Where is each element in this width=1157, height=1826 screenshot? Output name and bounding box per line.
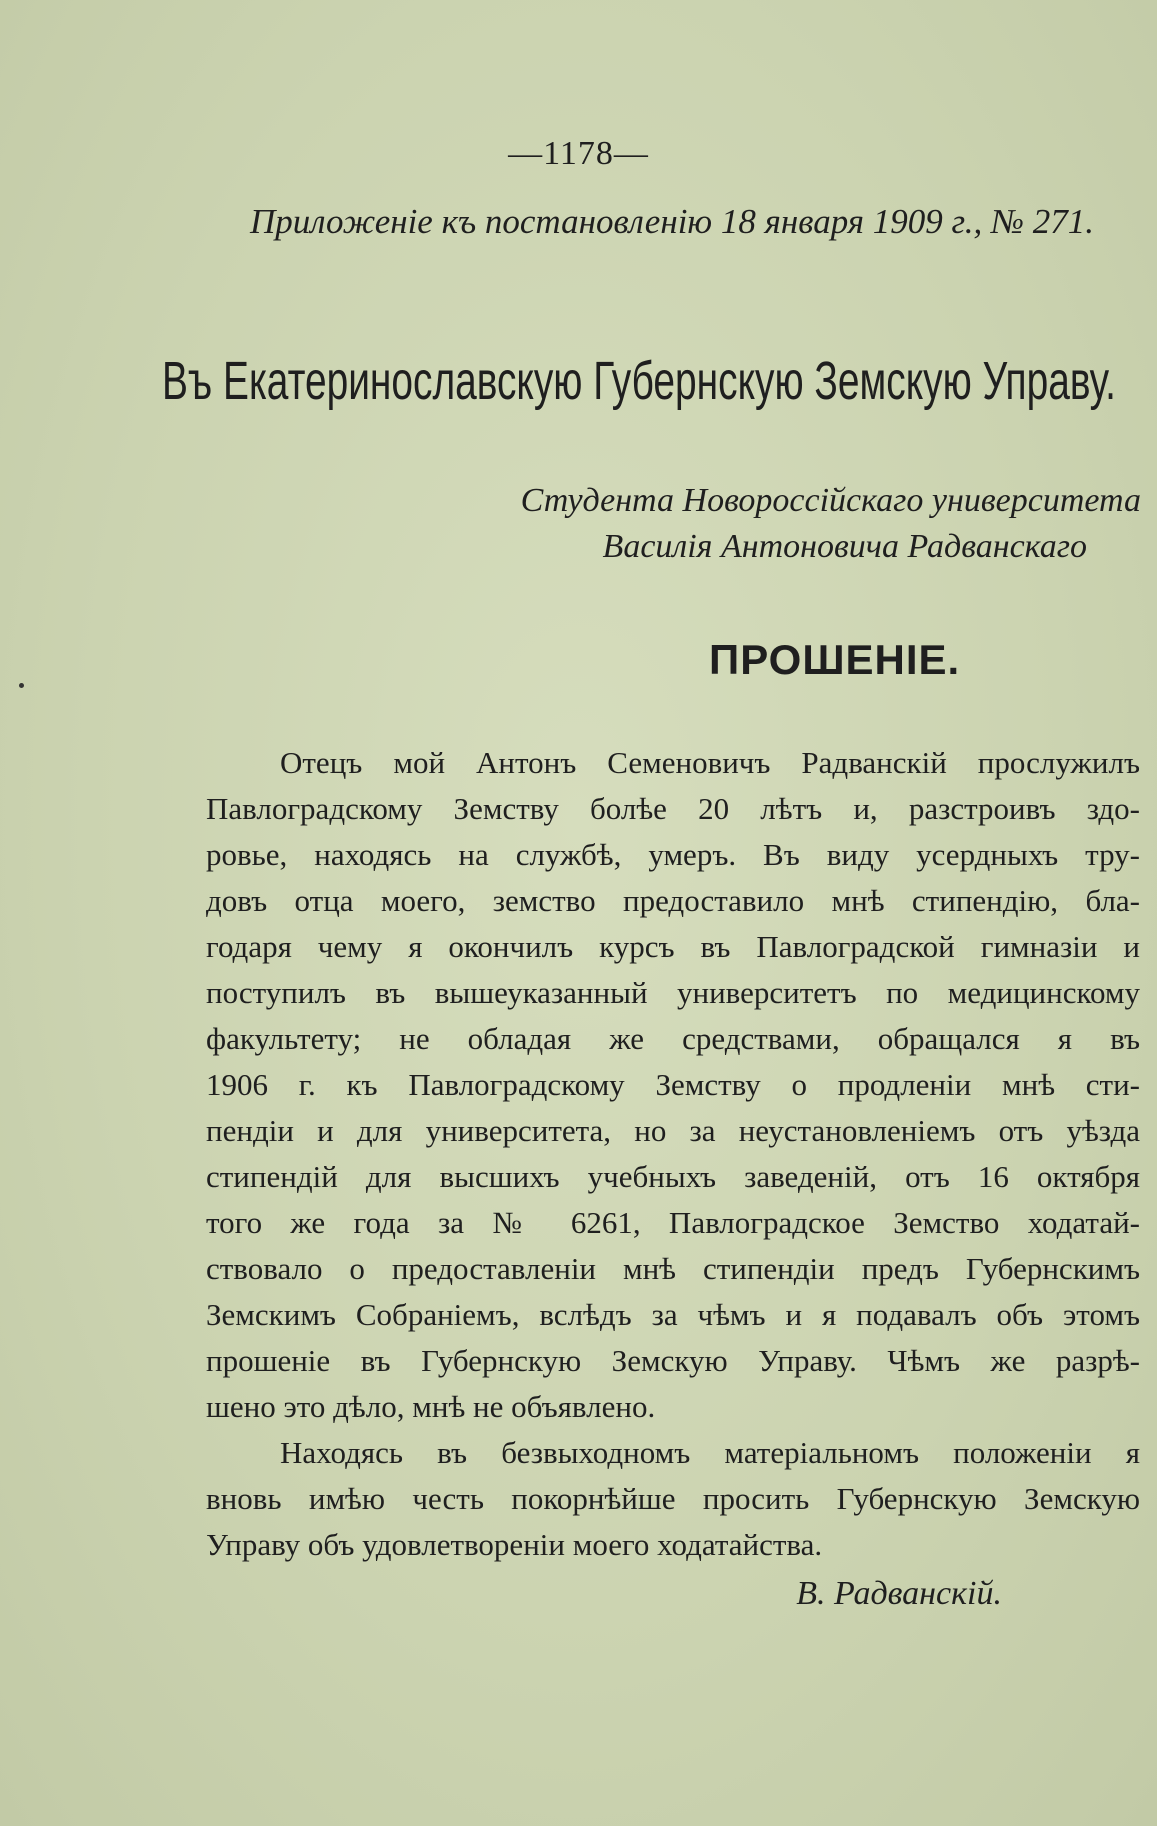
body-line: ствовало о предоставленiи мнѣ стипендiи предъ Губернскимъ (206, 1251, 1140, 1286)
body-line: прошенiе въ Губернскую Земскую Управу. Чѣмъ же разрѣ- (206, 1343, 1140, 1378)
body-line: того же года за № 6261, Павлоградское Земство ходатай- (206, 1205, 1140, 1240)
author-name: Василiя Антоновича Радванскаго (602, 528, 1087, 565)
body-line: Земскимъ Собранiемъ, вслѣдъ за чѣмъ и я подавалъ объ этомъ (206, 1297, 1140, 1332)
paragraph-2 (206, 1430, 1140, 1568)
body-line: Находясь въ безвыходномъ матерiальномъ положенiи я (280, 1435, 1140, 1470)
body-line: факультету; не обладая же средствами, обращался я въ (206, 1021, 1140, 1056)
author-affiliation: Студента Новороссiйскаго университета (520, 482, 1141, 519)
body-line: шено это дѣло, мнѣ не объявлено. (206, 1389, 656, 1424)
document-title: ПРОШЕНІЕ. (709, 636, 961, 683)
body-line: довъ отца моего, земство предоставило мнѣ стипендiю, бла- (206, 883, 1140, 918)
signature: В. Радванскiй. (796, 1575, 1002, 1612)
petition-body (206, 740, 1140, 1568)
page-number: —1178— (508, 135, 649, 172)
body-line: 1906 г. къ Павлоградскому Земству о продленiи мнѣ сти- (206, 1067, 1140, 1102)
body-line: Отецъ мой Антонъ Семеновичъ Радванскiй прослужилъ (280, 745, 1140, 780)
body-line: годаря чему я окончилъ курсъ въ Павлоградской гимназiи и (206, 929, 1140, 964)
paragraph-1 (206, 740, 1140, 1430)
margin-speck (19, 683, 24, 688)
appendix-note: Приложенiе къ постановленiю 18 января 1909 г., № 271. (250, 202, 1094, 241)
body-line: поступилъ въ вышеуказанный университетъ по медицинскому (206, 975, 1140, 1010)
body-line: ровье, находясь на службѣ, умеръ. Въ виду усердныхъ тру- (206, 837, 1140, 872)
addressee-heading: Въ Екатеринославскую Губернскую Земскую Управу. (161, 351, 1116, 411)
body-line: пендiи и для университета, но за неустановленiемъ отъ уѣзда (206, 1113, 1140, 1148)
body-line: стипендiй для высшихъ учебныхъ заведенiй, отъ 16 октября (206, 1159, 1140, 1194)
body-line: Павлоградскому Земству болѣе 20 лѣтъ и, разстроивъ здо- (206, 791, 1140, 826)
body-line: Управу объ удовлетворенiи моего ходатайства. (206, 1527, 823, 1562)
body-line: вновь имѣю честь покорнѣйше просить Губернскую Земскую (206, 1481, 1140, 1516)
